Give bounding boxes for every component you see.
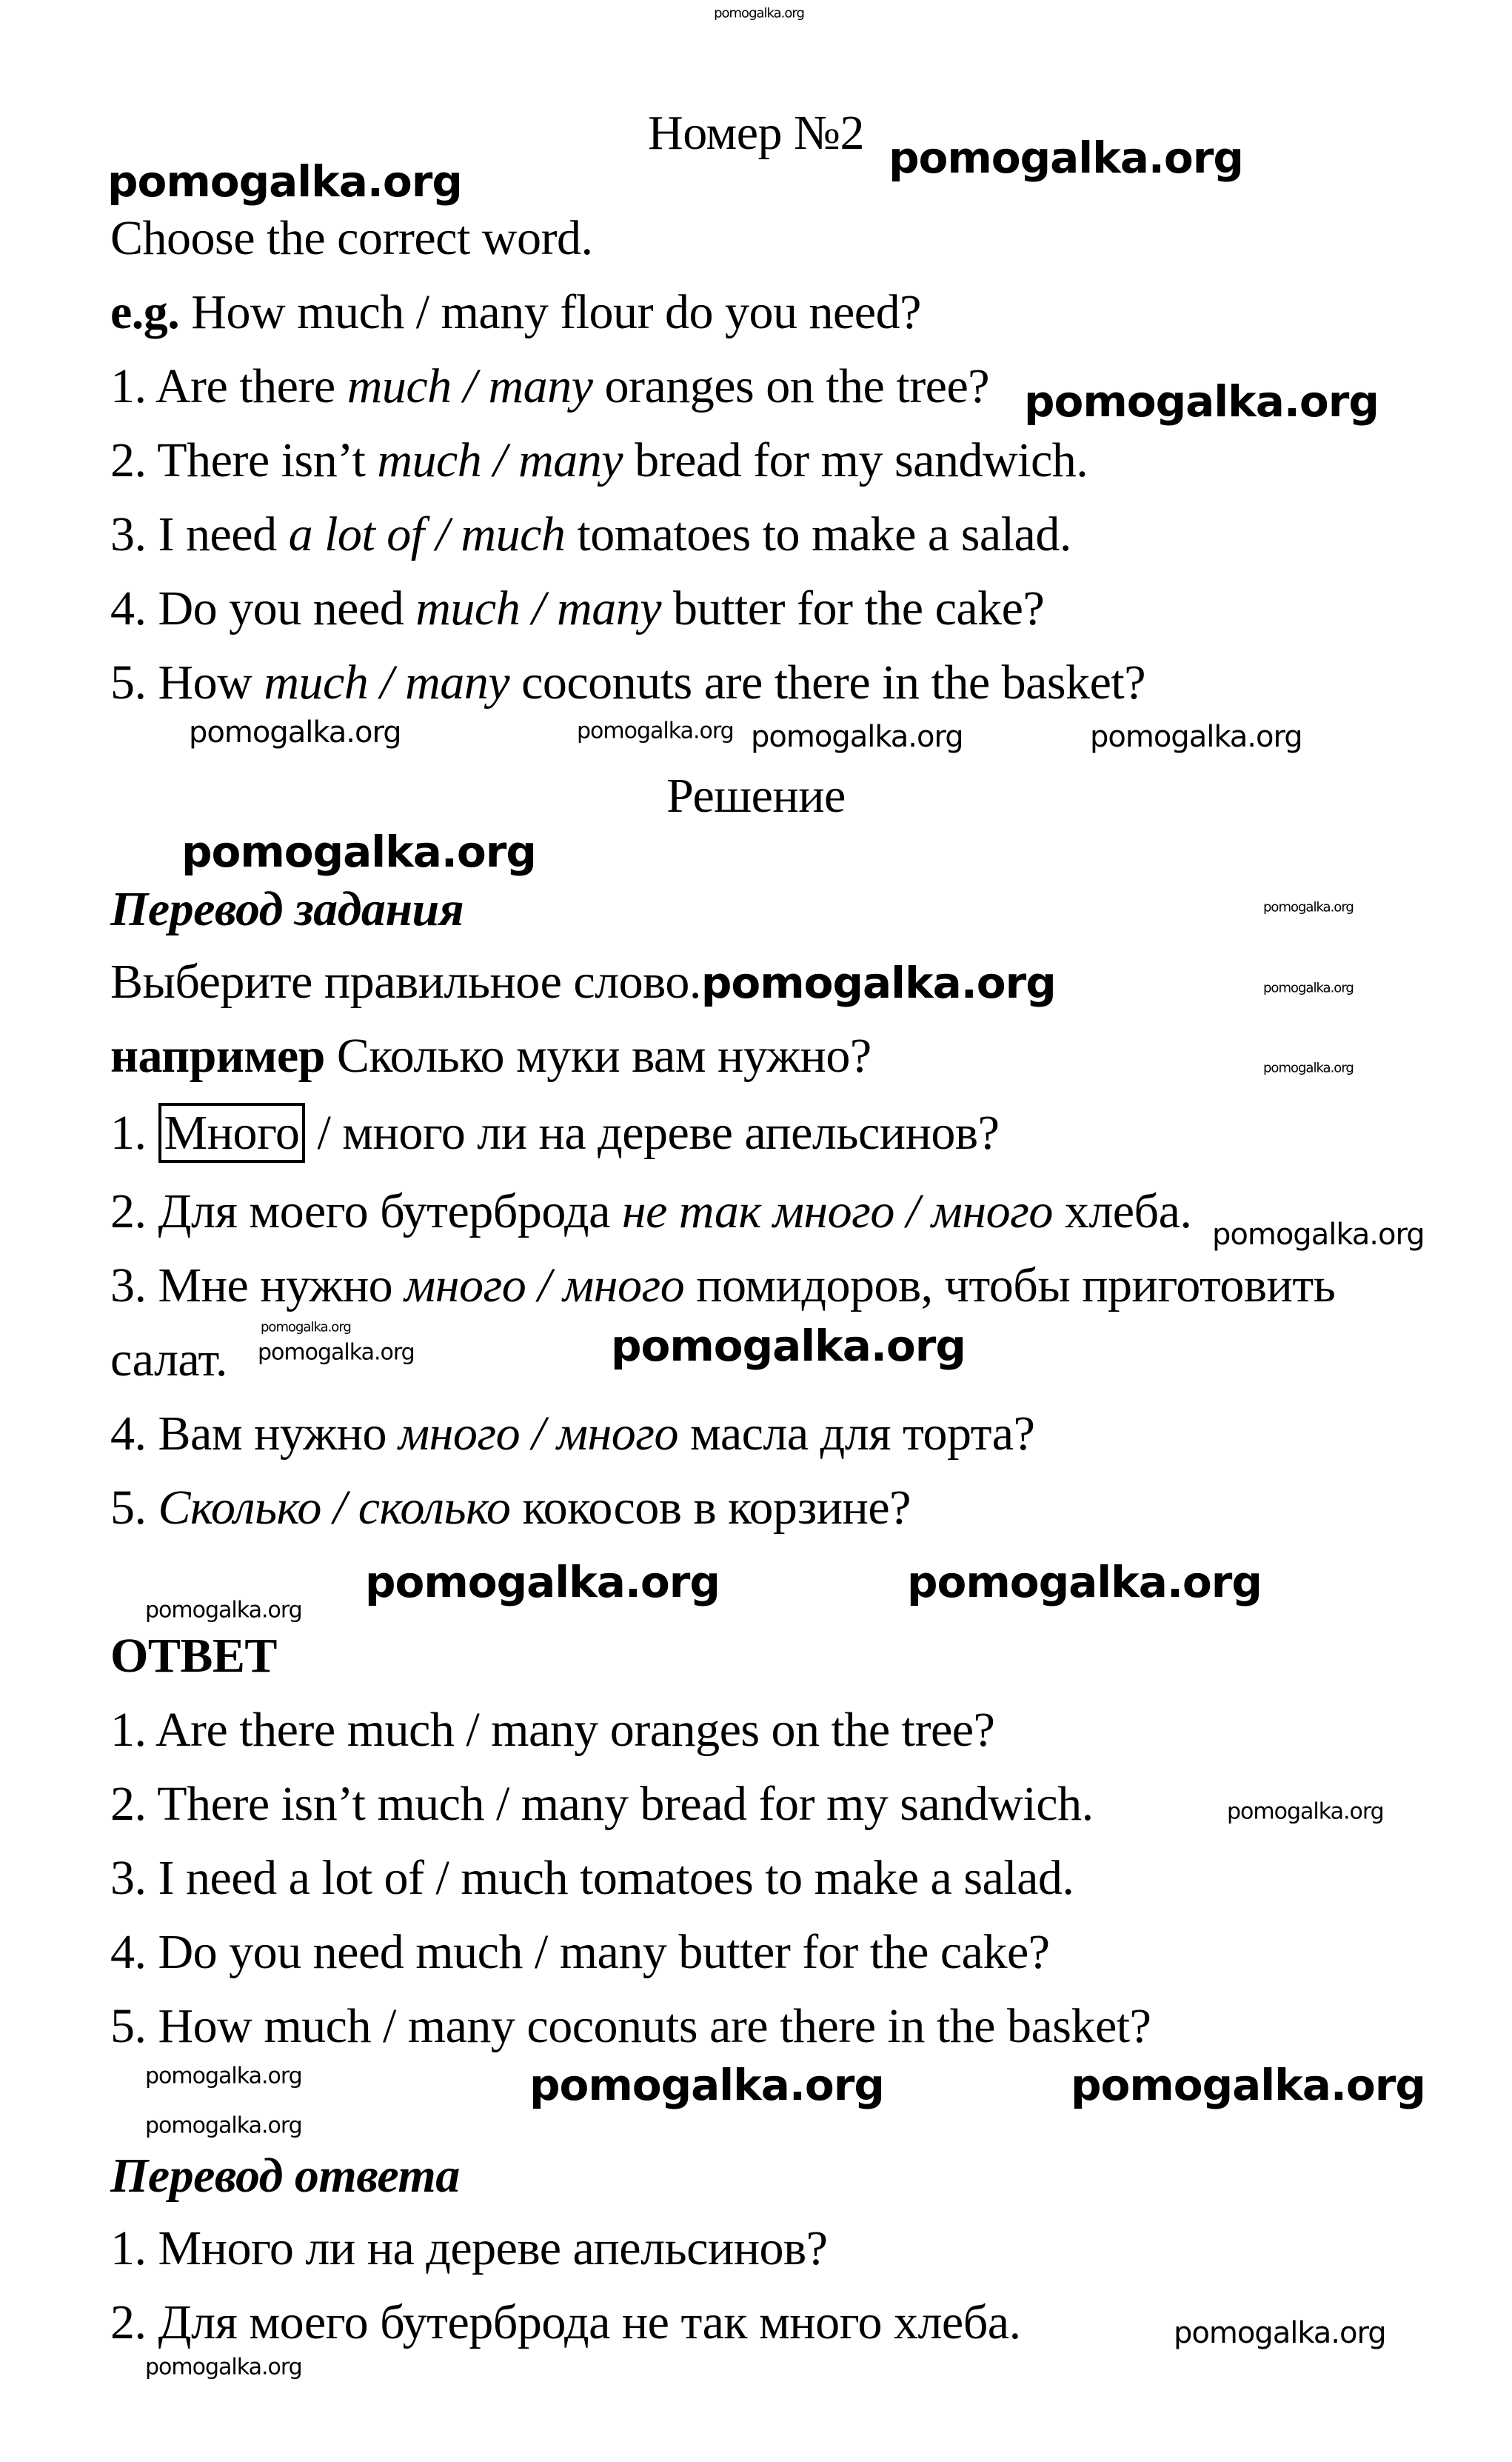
translation-answer-item: 1. Много ли на дереве апельсинов? bbox=[110, 2221, 828, 2275]
options: much / many bbox=[347, 359, 593, 413]
text: помидоров, чтобы приготовить bbox=[684, 1258, 1336, 1312]
options: much / many bbox=[264, 655, 510, 710]
text: tomatoes to make a salad. bbox=[565, 507, 1071, 561]
watermark: pomogalka.org bbox=[1227, 1798, 1384, 1825]
answer-item: 1. Are there much / many oranges on the tree? bbox=[110, 1703, 995, 1757]
text: 4. Вам нужно bbox=[110, 1407, 398, 1461]
example-label: например bbox=[110, 1029, 325, 1083]
options: much / many bbox=[415, 581, 662, 635]
options: much / many bbox=[377, 433, 623, 487]
watermark: pomogalka.org bbox=[529, 2060, 884, 2110]
watermark: pomogalka.org bbox=[107, 156, 462, 207]
text: кокосов в корзине? bbox=[510, 1481, 911, 1535]
translation-answer-item: 2. Для моего бутерброда не так много хлеба. bbox=[110, 2295, 1021, 2349]
text: хлеба. bbox=[1052, 1184, 1192, 1238]
answer-item: 2. There isn’t much / many bread for my sandwich. bbox=[110, 1777, 1094, 1831]
task-item bbox=[110, 579, 1044, 638]
solution-heading: Решение bbox=[666, 769, 846, 823]
example bbox=[110, 283, 921, 342]
options: Сколько / сколько bbox=[158, 1481, 511, 1535]
watermark: pomogalka.org bbox=[1071, 2060, 1425, 2110]
watermark: pomogalka.org bbox=[189, 715, 401, 750]
example-ru bbox=[110, 1027, 872, 1086]
text: / много ли на дереве апельсинов? bbox=[305, 1106, 1000, 1160]
watermark: pomogalka.org bbox=[577, 718, 734, 744]
text: oranges on the tree? bbox=[592, 359, 990, 413]
watermark: pomogalka.org bbox=[889, 133, 1243, 183]
watermark: pomogalka.org bbox=[1174, 2316, 1386, 2350]
watermark: pomogalka.org bbox=[907, 1557, 1262, 1607]
text: butter for the cake? bbox=[661, 581, 1045, 635]
instruction: Choose the correct word. bbox=[110, 211, 593, 265]
task-item-ru-cont: салат. bbox=[110, 1332, 227, 1387]
task-item bbox=[110, 357, 989, 416]
answer-item: 3. I need a lot of / much tomatoes to make a salad. bbox=[110, 1851, 1074, 1905]
watermark: pomogalka.org bbox=[145, 2354, 302, 2381]
text: 3. I need bbox=[110, 507, 289, 561]
text: 2. Для моего бутерброда bbox=[110, 1184, 622, 1238]
task-item-ru bbox=[110, 1256, 1335, 1315]
watermark: pomogalka.org bbox=[145, 1597, 302, 1624]
task-item bbox=[110, 653, 1145, 713]
watermark: pomogalka.org bbox=[1024, 376, 1379, 427]
watermark: pomogalka.org bbox=[258, 1339, 415, 1366]
watermark: pomogalka.org bbox=[261, 1319, 351, 1335]
watermark: pomogalka.org bbox=[145, 2112, 302, 2139]
task-item-ru bbox=[110, 1404, 1034, 1464]
watermark: pomogalka.org bbox=[181, 827, 536, 877]
text: масла для торта? bbox=[678, 1407, 1035, 1461]
text: 5. How bbox=[110, 655, 264, 710]
watermark: pomogalka.org bbox=[145, 2063, 302, 2089]
text: Выберите правильное слово. bbox=[110, 955, 701, 1009]
example-text: Сколько муки вам нужно? bbox=[324, 1029, 872, 1083]
task-item bbox=[110, 505, 1071, 564]
task-item bbox=[110, 431, 1088, 490]
task-item-ru bbox=[110, 1478, 911, 1538]
text: bread for my sandwich. bbox=[623, 433, 1088, 487]
text: 2. There isn’t bbox=[110, 433, 378, 487]
options: не так много / много bbox=[621, 1184, 1053, 1238]
text: 1. bbox=[110, 1106, 158, 1160]
options: a lot of / much bbox=[288, 507, 566, 561]
example-text: How much / many flour do you need? bbox=[179, 285, 921, 339]
watermark: pomogalka.org bbox=[1212, 1218, 1425, 1252]
watermark: pomogalka.org bbox=[365, 1557, 720, 1607]
task-item-ru bbox=[110, 1104, 999, 1163]
answer-item: 4. Do you need much / many butter for the cake? bbox=[110, 1925, 1050, 1979]
text: 5. bbox=[110, 1481, 158, 1535]
options: много / много bbox=[398, 1407, 679, 1461]
watermark: pomogalka.org bbox=[1263, 899, 1354, 915]
options: много / много bbox=[404, 1258, 685, 1312]
task-item-ru bbox=[110, 1182, 1191, 1241]
text: 3. Мне нужно bbox=[110, 1258, 405, 1312]
text: 4. Do you need bbox=[110, 581, 416, 635]
watermark: pomogalka.org bbox=[1263, 1060, 1354, 1076]
translation-task-heading: Перевод задания bbox=[110, 882, 464, 936]
watermark: pomogalka.org bbox=[611, 1321, 966, 1371]
watermark: pomogalka.org bbox=[1263, 980, 1354, 996]
answer-item: 5. How much / many coconuts are there in the basket? bbox=[110, 1999, 1151, 2053]
page-title: Номер №2 bbox=[648, 106, 864, 160]
text: coconuts are there in the basket? bbox=[509, 655, 1146, 710]
watermark: pomogalka.org bbox=[700, 958, 1056, 1008]
boxed-word: Много bbox=[158, 1103, 306, 1163]
instruction-ru bbox=[110, 953, 1056, 1013]
answer-heading: ОТВЕТ bbox=[110, 1629, 277, 1683]
watermark: pomogalka.org bbox=[1090, 720, 1302, 754]
example-label: e.g. bbox=[110, 285, 180, 339]
watermark: pomogalka.org bbox=[751, 720, 963, 754]
watermark: pomogalka.org bbox=[714, 5, 804, 21]
text: 1. Are there bbox=[110, 359, 347, 413]
translation-answer-heading: Перевод ответа bbox=[110, 2149, 460, 2203]
